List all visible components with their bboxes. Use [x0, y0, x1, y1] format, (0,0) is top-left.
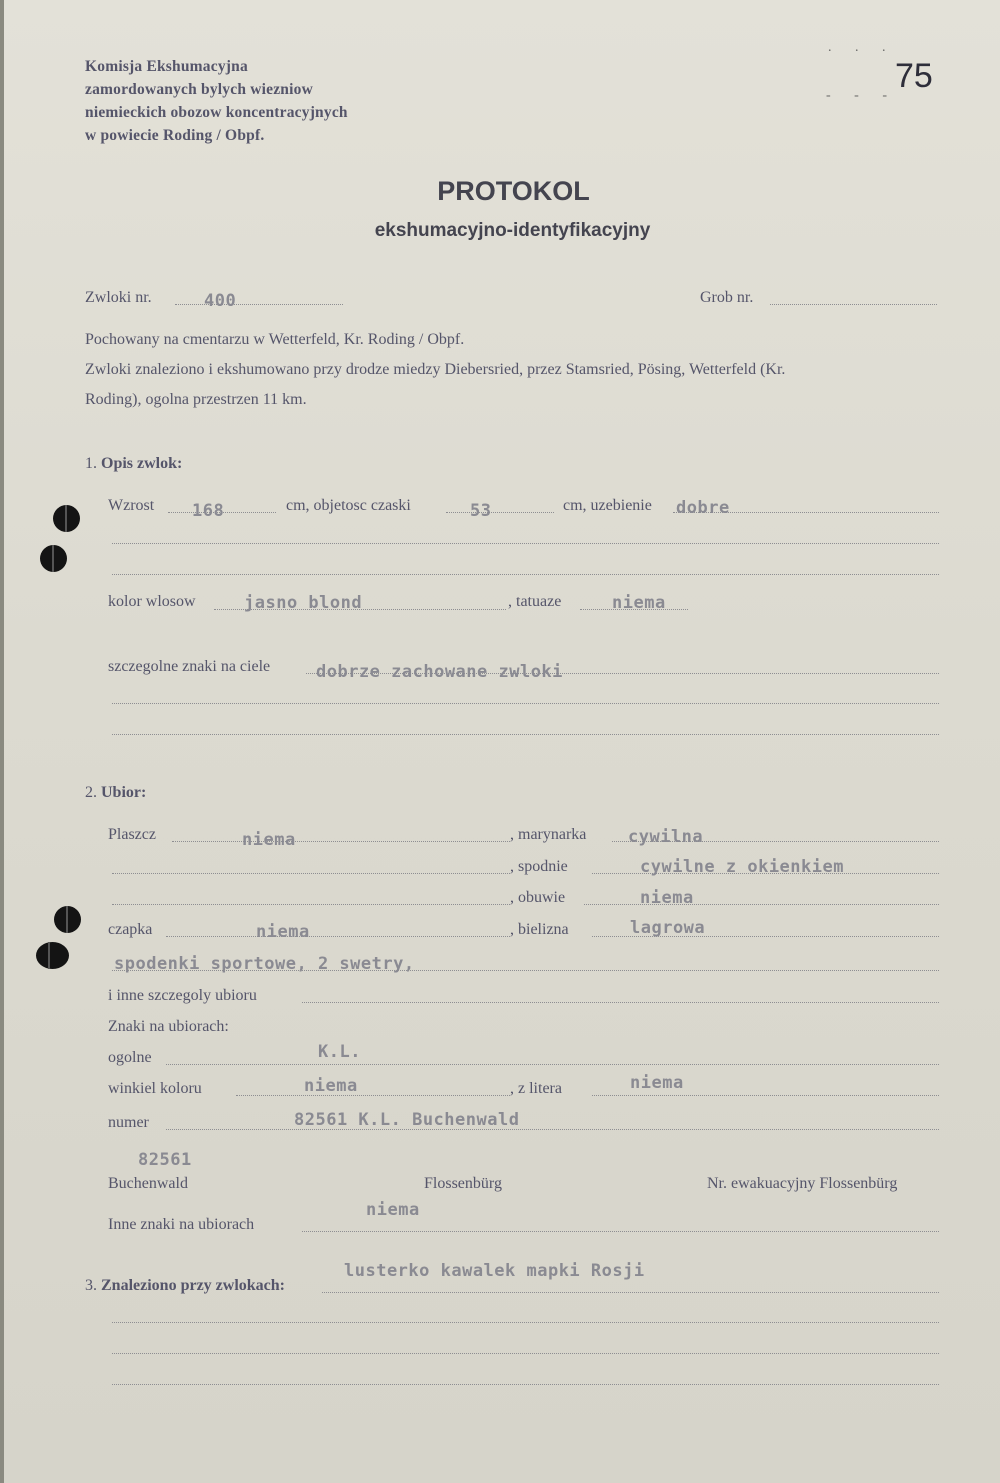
blank-dotted-line — [112, 970, 939, 971]
inne-znaki-label: Inne znaki na ubiorach — [108, 1216, 255, 1233]
uzebienie-value: dobre — [676, 498, 730, 518]
obuwie-value: niema — [640, 888, 694, 908]
znaleziono-dotted-line — [322, 1292, 939, 1293]
uzebienie-label: cm, uzebienie — [563, 497, 652, 514]
numer-label: numer — [108, 1114, 149, 1131]
zwloki-label: Zwloki nr. — [85, 289, 152, 306]
document-subtitle: ekshumacyjno-identyfikacyjny — [374, 220, 651, 241]
section-2-heading — [85, 784, 146, 802]
czaska-dotted-line — [446, 512, 554, 513]
buchenwald-number: 82561 — [138, 1150, 192, 1170]
corner-dots-top: . . . — [828, 40, 896, 55]
ogolne-dotted-line — [166, 1064, 939, 1065]
inne-znaki-value: niema — [366, 1200, 420, 1220]
obuwie-dotted-line — [584, 904, 939, 905]
plaszcz-label: Plaszcz — [108, 826, 156, 843]
czaska-label: cm, objetosc czaski — [286, 497, 411, 514]
punch-hole — [40, 545, 67, 572]
page-number: 75 — [895, 57, 933, 95]
document-title: PROTOKOL — [437, 176, 590, 206]
znaki-na-ubiorach-label: Znaki na ubiorach: — [108, 1018, 229, 1035]
wzrost-value: 168 — [192, 501, 225, 521]
bielizna-label: , bielizna — [510, 921, 569, 938]
header-line-1: Komisja Ekshumacyjna — [85, 58, 248, 75]
ogolne-value: K.L. — [318, 1042, 361, 1062]
numer-value: 82561 K.L. Buchenwald — [294, 1110, 520, 1130]
inne-dotted-line — [302, 1002, 939, 1003]
grob-dotted-line — [770, 304, 937, 305]
czaska-value: 53 — [470, 501, 492, 521]
zwloki-value: 400 — [204, 291, 237, 311]
znaleziono-text-2: Roding), ogolna przestrzen 11 km. — [85, 391, 307, 408]
corner-dots-bottom: - - - — [826, 88, 897, 103]
flossenburg-label: Flossenbürg — [424, 1175, 502, 1192]
buchenwald-label: Buchenwald — [108, 1175, 188, 1192]
blank-dotted-line — [112, 904, 510, 905]
section-2-number: 2. — [85, 784, 97, 801]
winkiel-dotted-line — [236, 1095, 510, 1096]
header-line-2: zamordowanych bylych wiezniow — [85, 81, 313, 98]
section-2-title: Ubior: — [101, 784, 147, 801]
ewakuacyjny-label: Nr. ewakuacyjny Flossenbürg — [707, 1175, 898, 1192]
ogolne-label: ogolne — [108, 1049, 152, 1066]
marynarka-label: , marynarka — [510, 826, 587, 843]
wzrost-label: Wzrost — [108, 497, 155, 514]
inne-szczegoly-label: i inne szczegoly ubioru — [108, 987, 257, 1004]
litera-label: , z litera — [510, 1080, 562, 1097]
czapka-dotted-line — [166, 936, 510, 937]
blank-dotted-line — [112, 1322, 939, 1323]
winkiel-label: winkiel koloru — [108, 1080, 202, 1097]
plaszcz-dotted-line — [172, 841, 510, 842]
section-1-heading — [85, 455, 182, 473]
section-1-title: Opis zwlok: — [101, 455, 183, 472]
numer-dotted-line — [166, 1129, 939, 1130]
czapka-value: niema — [256, 922, 310, 942]
obuwie-label: , obuwie — [510, 889, 566, 906]
extra-clothing-value: spodenki sportowe, 2 swetry, — [114, 954, 415, 974]
bielizna-value: lagrowa — [630, 918, 706, 938]
section-3-heading — [85, 1277, 285, 1295]
punch-hole — [36, 942, 69, 969]
kolor-wlosow-label: kolor wlosow — [108, 593, 196, 610]
inne-znaki-dotted-line — [302, 1231, 939, 1232]
znaki-na-ciele-value: dobrze zachowane zwloki — [316, 662, 563, 682]
section-3-number: 3. — [85, 1277, 97, 1294]
blank-dotted-line — [112, 1384, 939, 1385]
litera-dotted-line — [592, 1095, 939, 1096]
grob-label: Grob nr. — [700, 289, 754, 306]
blank-dotted-line — [112, 574, 939, 575]
kolor-wlosow-value: jasno blond — [244, 593, 363, 613]
spodnie-label: , spodnie — [510, 858, 568, 875]
tatuaze-value: niema — [612, 593, 666, 613]
section-1-number: 1. — [85, 455, 97, 472]
blank-dotted-line — [112, 1353, 939, 1354]
spodnie-value: cywilne z okienkiem — [640, 857, 844, 877]
czapka-label: czapka — [108, 921, 153, 938]
plaszcz-value: niema — [242, 830, 296, 850]
blank-dotted-line — [112, 873, 510, 874]
tatuaze-label: , tatuaze — [508, 593, 562, 610]
header-line-4: w powiecie Roding / Obpf. — [85, 127, 265, 144]
blank-dotted-line — [112, 734, 939, 735]
winkiel-value: niema — [304, 1076, 358, 1096]
pochowany-text: Pochowany na cmentarzu w Wetterfeld, Kr. Roding / Obpf. — [85, 331, 465, 348]
znaleziono-value: lusterko kawalek mapki Rosji — [344, 1261, 645, 1281]
header-line-3: niemieckich obozow koncentracyjnych — [85, 104, 348, 121]
blank-dotted-line — [112, 703, 939, 704]
litera-value: niema — [630, 1073, 684, 1093]
zwloki-dotted-line — [175, 304, 343, 305]
section-3-title: Znaleziono przy zwlokach: — [101, 1277, 285, 1294]
marynarka-value: cywilna — [628, 827, 704, 847]
znaki-na-ciele-label: szczegolne znaki na ciele — [108, 658, 271, 675]
punch-hole — [53, 505, 80, 532]
punch-hole — [54, 906, 81, 933]
znaleziono-text-1: Zwloki znaleziono i ekshumowano przy drodze miedzy Diebersried, przez Stamsried, Pösing, Wetterfeld (Kr. — [85, 361, 786, 378]
blank-dotted-line — [112, 543, 939, 544]
